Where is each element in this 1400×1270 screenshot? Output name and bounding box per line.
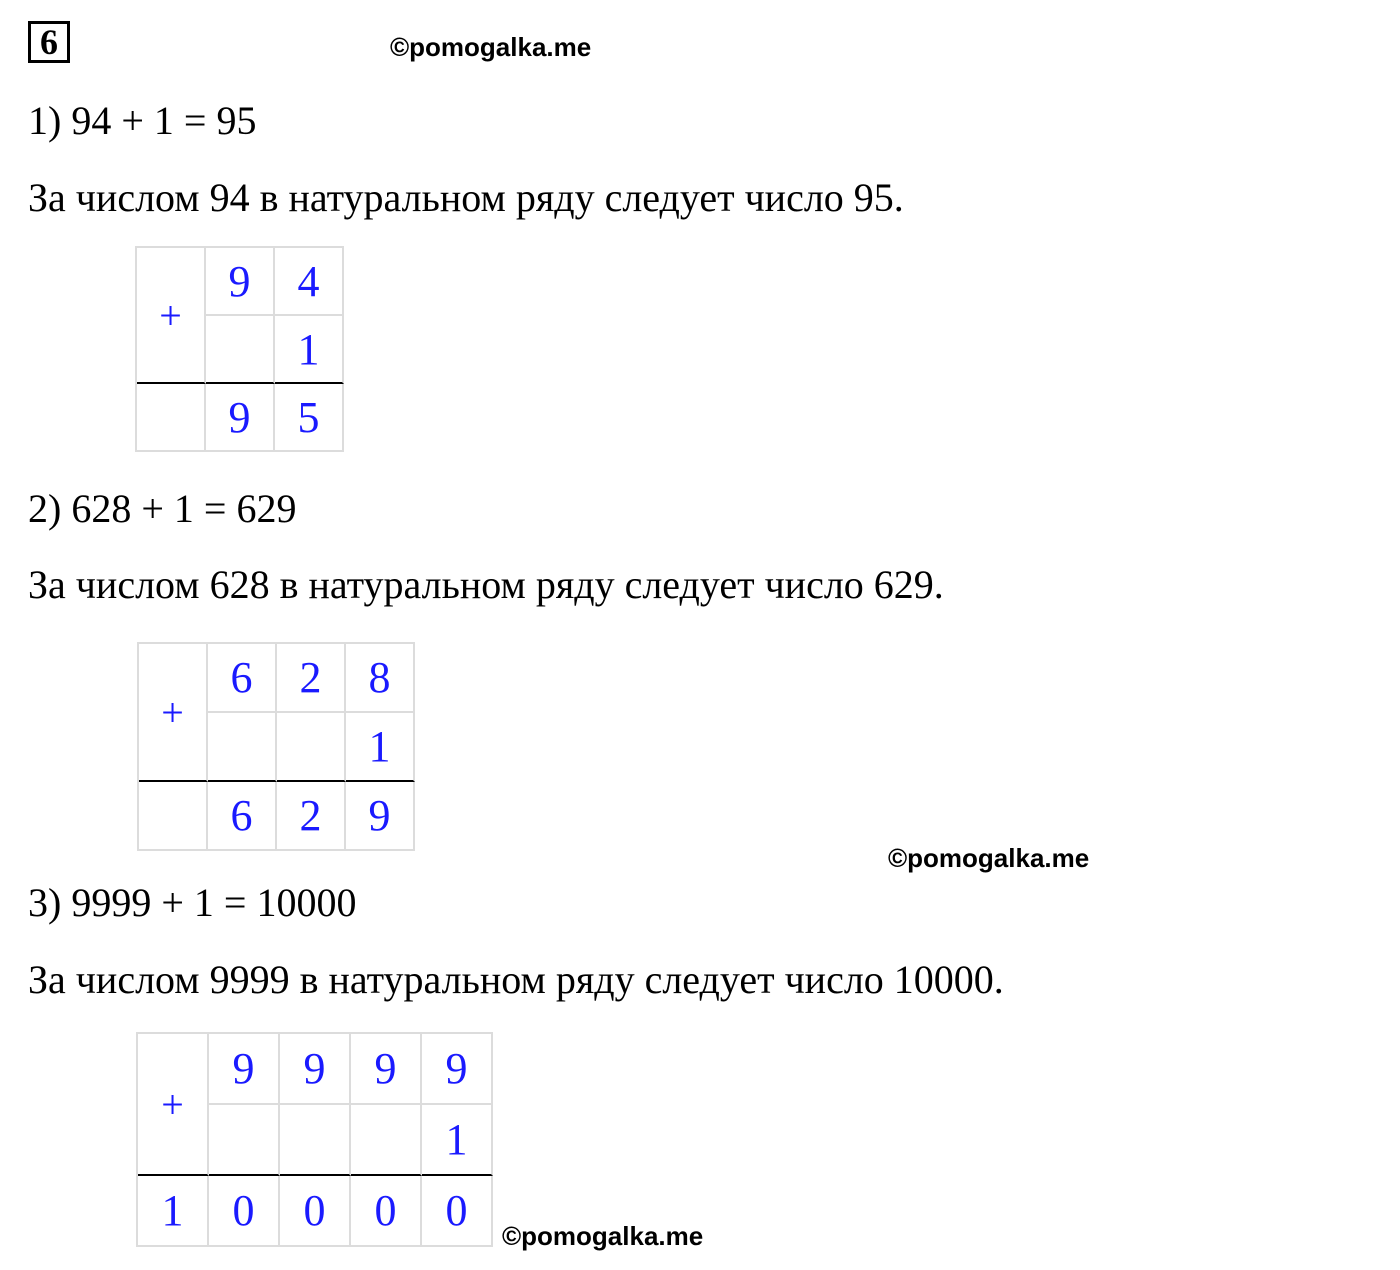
digit-cell: 2 — [277, 644, 346, 713]
column-addition-1 — [135, 246, 344, 452]
digit-cell — [351, 1105, 422, 1176]
digit-cell: 9 — [206, 248, 275, 316]
digit-cell: 8 — [346, 644, 415, 713]
digit-cell: 9 — [351, 1034, 422, 1105]
digit-cell — [277, 713, 346, 782]
result-cell: 0 — [209, 1176, 280, 1247]
digit-cell: 1 — [275, 316, 344, 384]
digit-cell: 6 — [208, 644, 277, 713]
digit-cell — [280, 1105, 351, 1176]
digit-cell: 9 — [209, 1034, 280, 1105]
plus-sign: + — [138, 1034, 209, 1176]
plus-sign: + — [139, 644, 208, 782]
result-cell: 0 — [422, 1176, 493, 1247]
digit-cell: 1 — [422, 1105, 493, 1176]
equation-2: 2) 628 + 1 = 629 — [28, 486, 297, 531]
equation-3: 3) 9999 + 1 = 10000 — [28, 880, 357, 925]
result-cell: 9 — [206, 384, 275, 452]
result-cell: 5 — [275, 384, 344, 452]
digit-cell: 4 — [275, 248, 344, 316]
result-cell: 9 — [346, 782, 415, 851]
statement-3: За числом 9999 в натуральном ряду следует число 10000. — [28, 957, 1004, 1002]
digit-cell — [209, 1105, 280, 1176]
watermark: ©pomogalka.me — [390, 32, 592, 62]
digit-cell — [206, 316, 275, 384]
watermark: ©pomogalka.me — [888, 843, 1090, 873]
result-cell: 0 — [351, 1176, 422, 1247]
result-cell: 6 — [208, 782, 277, 851]
plus-sign: + — [137, 248, 206, 384]
result-cell — [137, 384, 206, 452]
result-cell: 1 — [138, 1176, 209, 1247]
result-cell — [139, 782, 208, 851]
digit-cell: 9 — [280, 1034, 351, 1105]
equation-1: 1) 94 + 1 = 95 — [28, 98, 257, 143]
digit-cell: 9 — [422, 1034, 493, 1105]
result-cell: 2 — [277, 782, 346, 851]
statement-2: За числом 628 в натуральном ряду следует число 629. — [28, 562, 944, 607]
digit-cell — [208, 713, 277, 782]
column-addition-3 — [136, 1032, 493, 1247]
watermark: ©pomogalka.me — [502, 1221, 704, 1251]
digit-cell: 1 — [346, 713, 415, 782]
task-number: 6 — [28, 21, 70, 63]
result-cell: 0 — [280, 1176, 351, 1247]
statement-1: За числом 94 в натуральном ряду следует число 95. — [28, 175, 904, 220]
column-addition-2 — [137, 642, 415, 851]
